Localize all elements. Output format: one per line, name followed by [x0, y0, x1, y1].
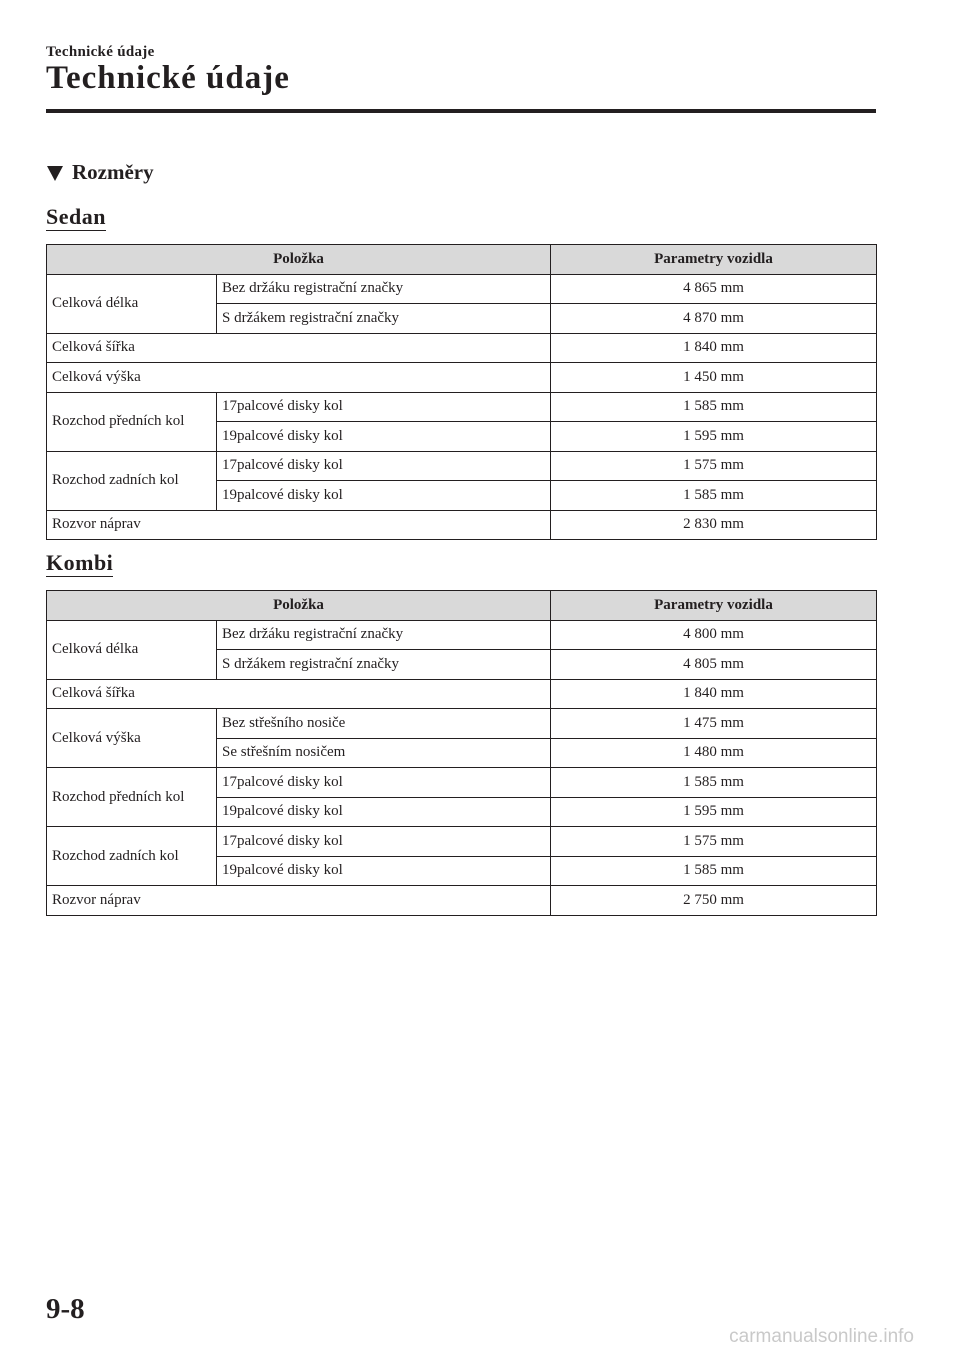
- row-item: Rozvor náprav: [47, 510, 551, 540]
- table-row: [47, 333, 877, 363]
- row-value: 1 480 mm: [551, 738, 877, 768]
- row-value: 1 585 mm: [551, 856, 877, 886]
- row-subitem: 17palcové disky kol: [217, 827, 551, 857]
- row-value: 1 595 mm: [551, 797, 877, 827]
- row-subitem: 17palcové disky kol: [217, 392, 551, 422]
- row-value: 4 800 mm: [551, 620, 877, 650]
- row-subitem: Bez držáku registrační značky: [217, 274, 551, 304]
- column-header-item: Položka: [47, 245, 551, 275]
- page-title: Technické údaje: [46, 60, 290, 96]
- row-value: 4 865 mm: [551, 274, 877, 304]
- row-value: 4 870 mm: [551, 304, 877, 334]
- watermark: carmanualsonline.info: [729, 1326, 914, 1347]
- row-subitem: 19palcové disky kol: [217, 856, 551, 886]
- table-row: [47, 827, 877, 857]
- row-value: 1 575 mm: [551, 827, 877, 857]
- row-value: 2 830 mm: [551, 510, 877, 540]
- row-value: 1 575 mm: [551, 451, 877, 481]
- row-item: Celková délka: [47, 620, 217, 679]
- row-item: Rozvor náprav: [47, 886, 551, 916]
- row-subitem: 17palcové disky kol: [217, 451, 551, 481]
- row-value: 1 840 mm: [551, 679, 877, 709]
- row-value: 1 450 mm: [551, 363, 877, 393]
- table-row: [47, 679, 877, 709]
- column-header-value: Parametry vozidla: [551, 245, 877, 275]
- row-subitem: Bez střešního nosiče: [217, 709, 551, 739]
- row-value: 1 595 mm: [551, 422, 877, 452]
- table-row: [47, 392, 877, 422]
- table-row: [47, 274, 877, 304]
- row-subitem: S držákem registrační značky: [217, 304, 551, 334]
- table-row: [47, 620, 877, 650]
- table-header-row: [47, 245, 877, 275]
- table-row: [47, 709, 877, 739]
- row-item: Celková délka: [47, 274, 217, 333]
- row-item: Celková výška: [47, 363, 551, 393]
- row-subitem: 17palcové disky kol: [217, 768, 551, 798]
- row-item: Rozchod zadních kol: [47, 827, 217, 886]
- row-item: Rozchod předních kol: [47, 768, 217, 827]
- row-item: Rozchod zadních kol: [47, 451, 217, 510]
- kombi-subtitle: Kombi: [46, 550, 114, 575]
- row-subitem: 19palcové disky kol: [217, 481, 551, 511]
- row-subitem: S držákem registrační značky: [217, 650, 551, 680]
- section-heading: [46, 160, 154, 185]
- row-value: 4 805 mm: [551, 650, 877, 680]
- row-subitem: Bez držáku registrační značky: [217, 620, 551, 650]
- row-item: Celková šířka: [47, 679, 551, 709]
- table-row: [47, 510, 877, 540]
- row-value: 1 585 mm: [551, 481, 877, 511]
- table-row: [47, 363, 877, 393]
- row-value: 2 750 mm: [551, 886, 877, 916]
- sedan-table: [46, 244, 877, 540]
- row-subitem: Se střešním nosičem: [217, 738, 551, 768]
- sedan-subtitle: Sedan: [46, 204, 106, 229]
- triangle-down-icon: [46, 164, 64, 182]
- table-header-row: [47, 591, 877, 621]
- table-row: [47, 768, 877, 798]
- section-title: Rozměry: [72, 160, 154, 184]
- column-header-item: Položka: [47, 591, 551, 621]
- title-rule: [46, 109, 876, 113]
- row-value: 1 475 mm: [551, 709, 877, 739]
- row-value: 1 840 mm: [551, 333, 877, 363]
- row-item: Celková šířka: [47, 333, 551, 363]
- page-number: 9-8: [46, 1293, 85, 1325]
- row-value: 1 585 mm: [551, 768, 877, 798]
- table-row: [47, 886, 877, 916]
- row-value: 1 585 mm: [551, 392, 877, 422]
- row-item: Celková výška: [47, 709, 217, 768]
- row-item: Rozchod předních kol: [47, 392, 217, 451]
- table-row: [47, 451, 877, 481]
- kombi-table: [46, 590, 877, 916]
- column-header-value: Parametry vozidla: [551, 591, 877, 621]
- breadcrumb: Technické údaje: [46, 44, 155, 60]
- row-subitem: 19palcové disky kol: [217, 797, 551, 827]
- row-subitem: 19palcové disky kol: [217, 422, 551, 452]
